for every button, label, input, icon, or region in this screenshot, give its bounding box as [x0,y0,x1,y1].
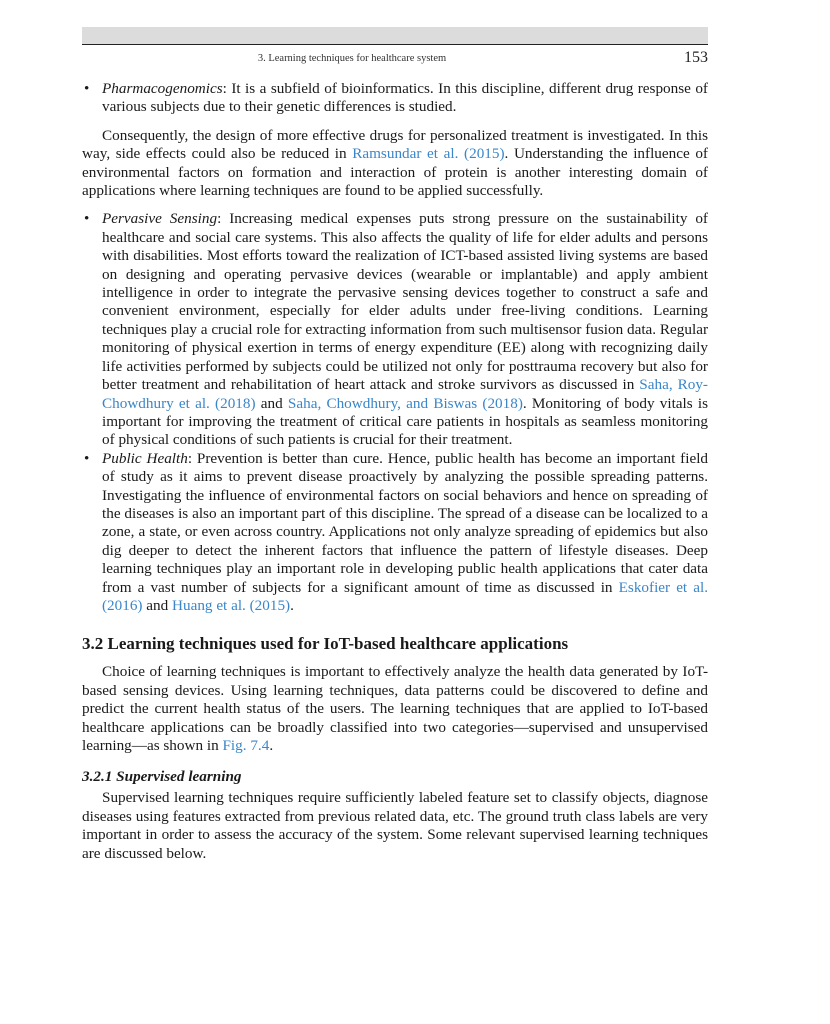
citation-saha-roy-chowdhury-2018[interactable]: Saha, Roy-Chowdhury et al. (2018) [102,376,708,412]
paragraph-text: Consequently, the design of more effective drugs for personalized treatment is investigated. In this way, side effects could also be reduced in [82,126,708,163]
bullet-icon: • [84,80,90,97]
bullet-list-1 [82,80,708,117]
term-pharmacogenomics: Pharmacogenomics [102,80,223,97]
list-item-text: : Increasing medical expenses puts strong pressure on the sustainability of healthcare and social care systems. This also affects the quality of life for elder adults and persons with disabilities. Most efforts toward the realization of ICT-based assisted living systems are based on designing and operating pervasive devices (wearable or implantable) and apply ambient intelligence in order to integrate the pervasive sensing devices together to construct a safe and convenient environment, especially for elder adults under free-living conditions. Learning techniques play a crucial role for extracting information from such multisensor fusion data. Regular monitoring of physical exertion in terms of energy expenditure (EE) along with recognizing daily life activities performed by subjects could be utilized not only for posttrauma recovery but also for better treatment and rehabilitation of heart attack and stroke survivors as discussed in [102,210,708,394]
paragraph-text: . Understanding the influence of environmental factors on formation and interaction of protein is another interesting domain of applications where learning techniques are found to be applied successfully. [82,145,708,200]
paragraph-supervised-learning: Supervised learning techniques require sufficiently labeled feature set to classify objects, diagnose diseases using features extracted from previous related data, etc. The ground truth class labels are very important in order to assess the accuracy of the system. Some relevant supervised learning techniques are discussed below. [82,789,708,862]
header-bar [82,27,708,44]
section-heading: 3.2 Learning techniques used for IoT-based healthcare applications [82,634,569,654]
list-item-text: . Monitoring of body vitals is important for improving the treatment of critical care patients in hospitals as seamless monitoring of physical conditions of such patients is crucial for their treatment. [102,394,708,449]
citation-saha-chowdhury-biswas-2018[interactable]: Saha, Chowdhury, and Biswas (2018) [287,394,523,412]
list-item-pharmacogenomics [82,80,708,117]
paragraph-choice-of-learning [82,663,708,755]
list-item-text: and [142,596,173,614]
list-item-text: . [290,596,294,614]
list-item-public-health [82,450,708,616]
paragraph-consequently [82,127,708,201]
subsection-heading: 3.2.1 Supervised learning [82,768,242,786]
citation-eskofier-2016[interactable]: Eskofier et al. (2016) [102,578,709,614]
list-item-text: : It is a subfield of bioinformatics. In this discipline, different drug response of various subjects due to their genetic differences is studied. [102,80,708,116]
bullet-icon: • [84,449,90,467]
page-number: 153 [684,49,708,66]
bullet-list-2 [82,210,708,615]
header-rule [82,44,708,45]
figure-reference-7-4[interactable]: Fig. 7.4 [222,737,270,754]
list-item-text: : Prevention is better than cure. Hence, public health has become an important field of study as it aims to prevent disease proactively by analyzing the possible spreading patterns. Investigating the influence of environmental factors on social behaviors and hence on spreading of the diseases is also an important part of this discipline. The spread of a disease can be localized to a zone, a state, or even across country. Applications not only analyze spreading of epidemics but also dig deeper to detect the inherent factors that influence the pattern of lifestyle diseases. Deep learning techniques play an important role in developing public health applications that cater data from a vast number of subjects for a significant amount of time as discussed in [102,449,709,596]
running-head: 3. Learning techniques for healthcare system [257,53,447,64]
citation-huang-2015[interactable]: Huang et al. (2015) [172,596,291,614]
term-pervasive-sensing: Pervasive Sensing [102,210,218,228]
list-item-pervasive-sensing [82,210,708,449]
bullet-icon: • [84,210,90,228]
citation-ramsundar-2015[interactable]: Ramsundar et al. (2015) [352,145,505,163]
list-item-text: and [255,394,288,412]
paragraph-text: . [269,737,274,754]
term-public-health: Public Health [102,449,188,467]
paragraph-text: Choice of learning techniques is important to effectively analyze the health data generated by IoT-based sensing devices. Using learning techniques, data patterns could be discovered to define and predict the current health status of the users. The learning techniques that are applied to IoT-based healthcare applications can be broadly classified into two categories—supervised and unsupervised learning—as shown in [82,663,708,754]
page-content [82,80,708,863]
